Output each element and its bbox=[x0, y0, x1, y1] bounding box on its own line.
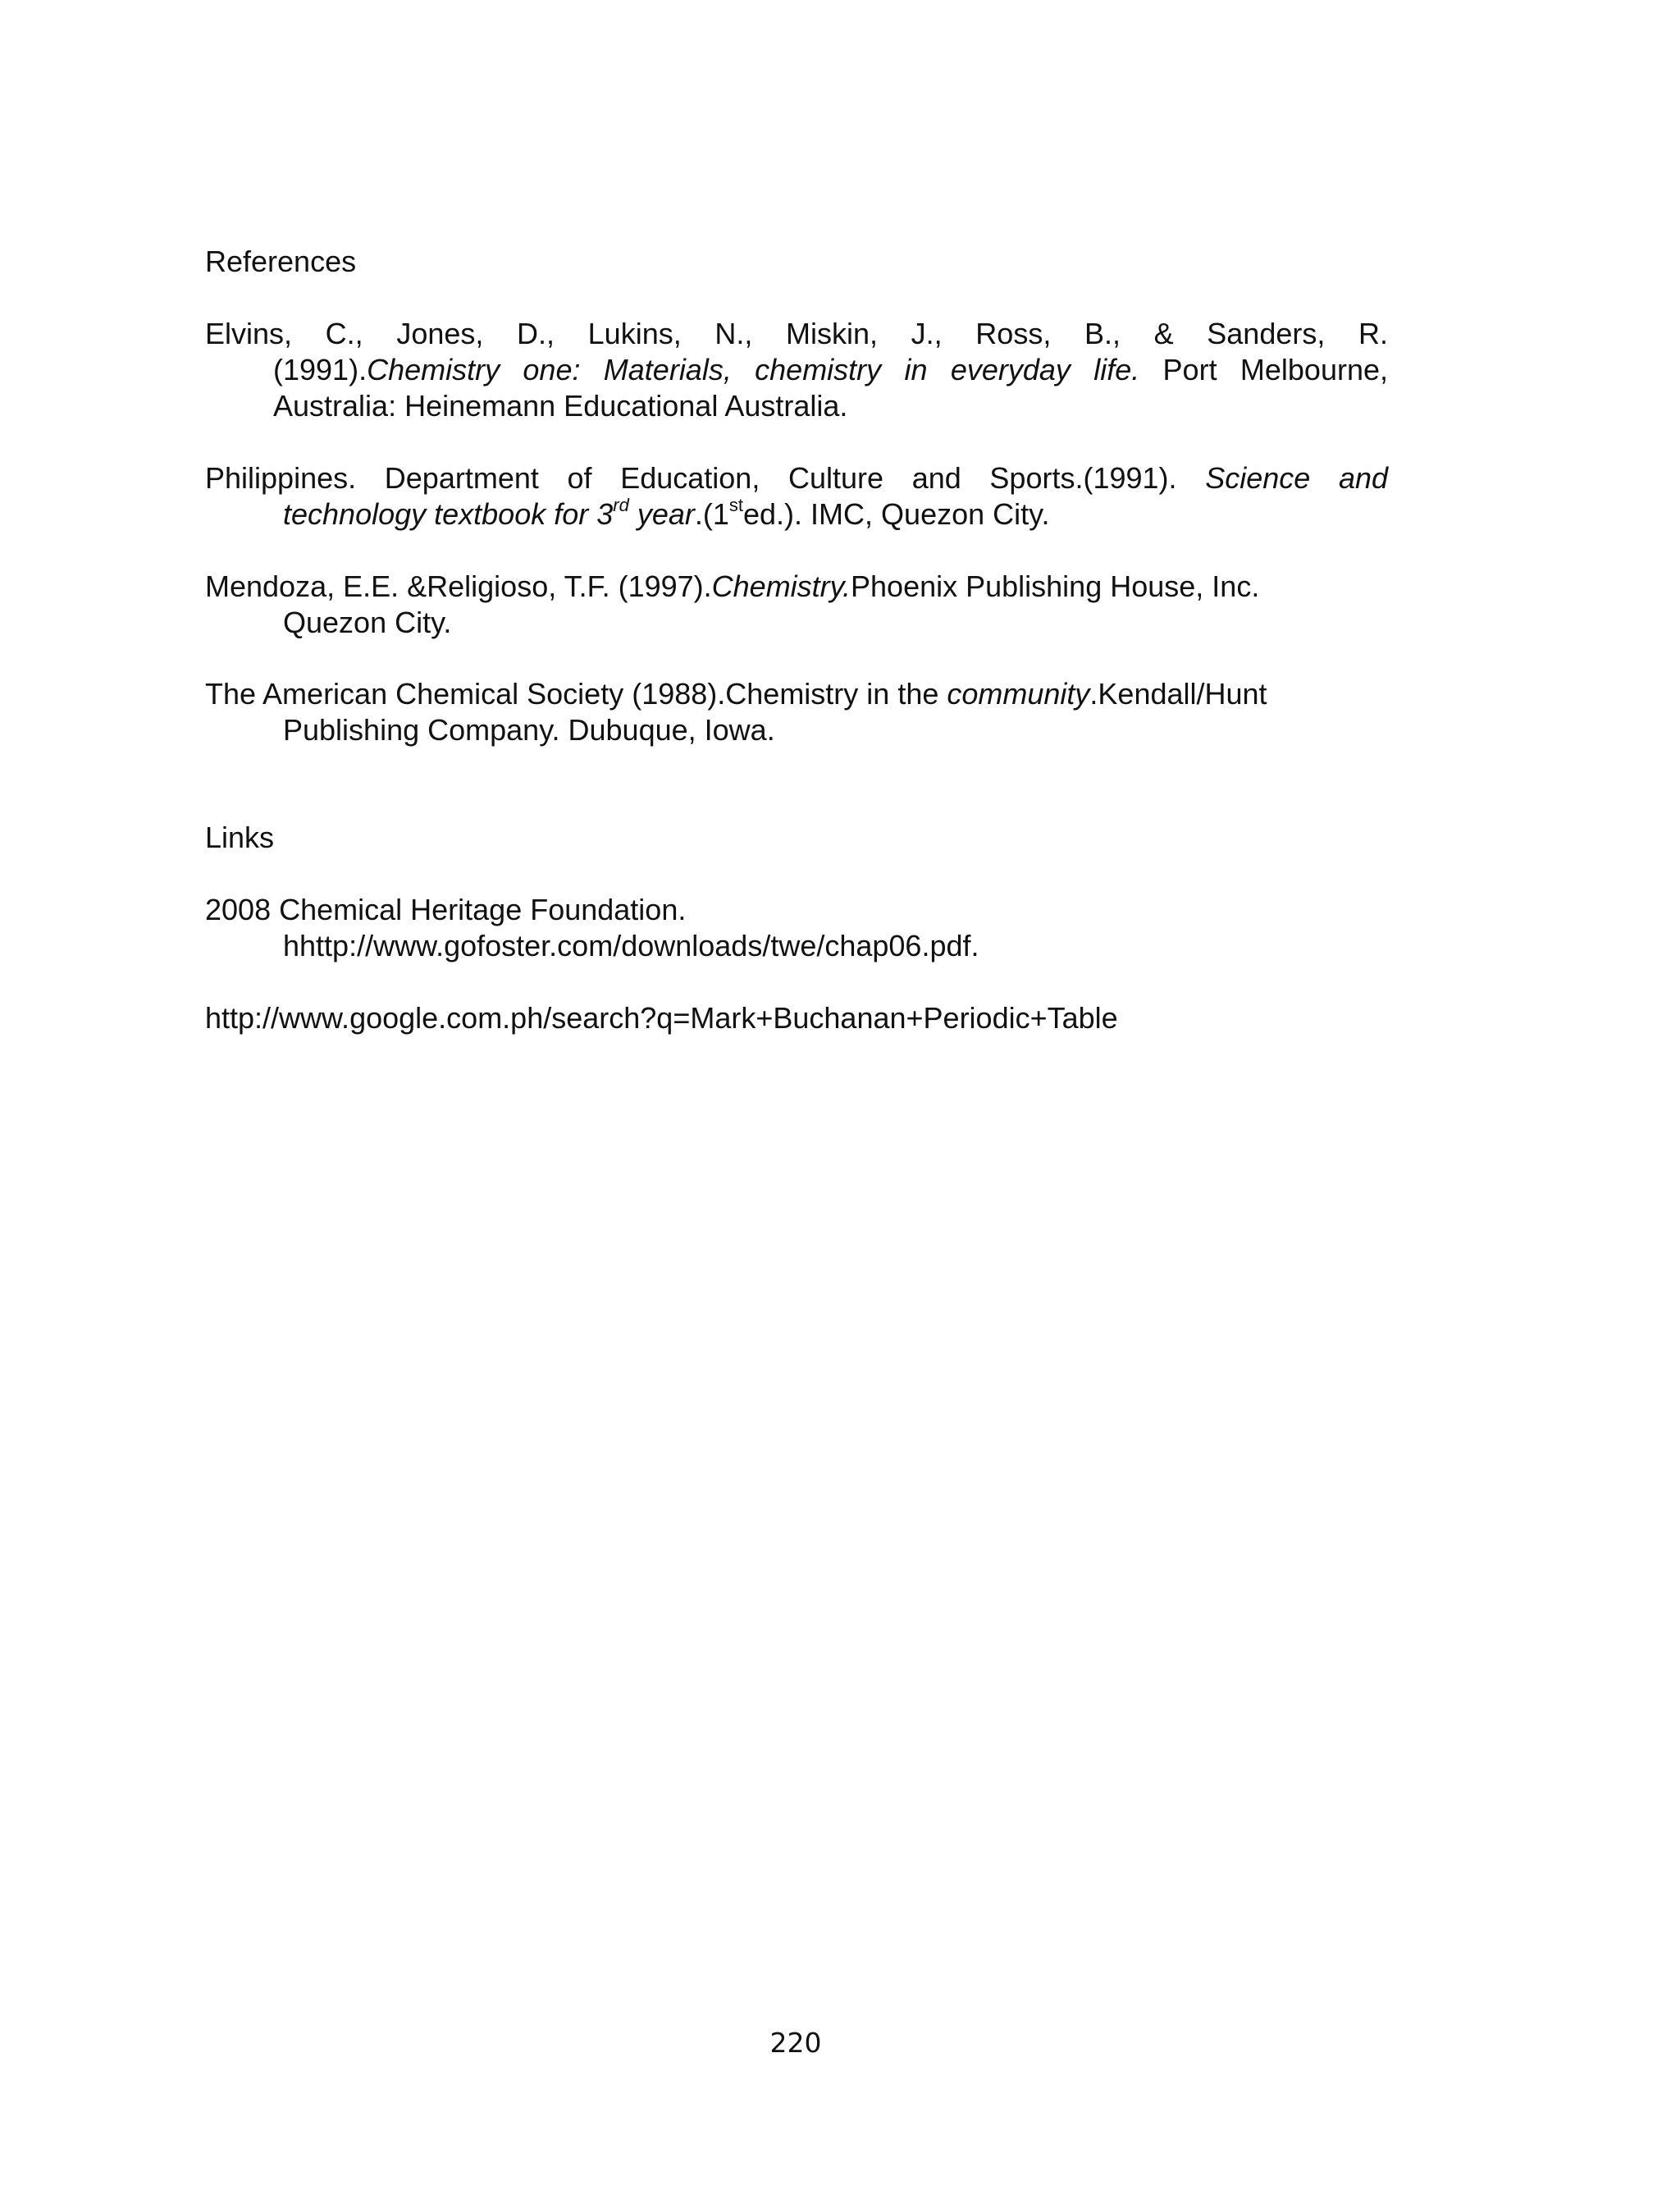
page-number: 220 bbox=[769, 2027, 822, 2059]
reference-entry-mendoza bbox=[205, 569, 1388, 641]
reference-line bbox=[205, 496, 1388, 533]
superscript-rd: rd bbox=[613, 495, 629, 515]
reference-publisher: Port Melbourne, bbox=[1139, 353, 1388, 386]
reference-author: Mendoza, E.E. &Religioso, T.F. (1997). bbox=[205, 569, 712, 603]
reference-author: The American Chemical Society (1988).Chemistry in the bbox=[205, 677, 947, 711]
link-url[interactable]: http://www.google.com.ph/search?q=Mark+Buchanan+Periodic+Table bbox=[205, 1001, 1118, 1035]
reference-entry-elvins bbox=[205, 316, 1388, 424]
link-url[interactable]: hhttp://www.gofoster.com/downloads/twe/chap06.pdf. bbox=[283, 929, 979, 962]
reference-publisher: Phoenix Publishing House, Inc. bbox=[851, 569, 1260, 603]
reference-title: year bbox=[628, 497, 695, 531]
reference-title: Chemistry. bbox=[711, 569, 851, 603]
reference-title: technology textbook for 3 bbox=[283, 497, 614, 531]
reference-edition: .(1 bbox=[694, 497, 729, 531]
reference-publisher: ed.). IMC, Quezon City. bbox=[743, 497, 1050, 531]
reference-publisher: .Kendall/Hunt bbox=[1089, 677, 1267, 711]
link-entry-google bbox=[205, 1000, 1388, 1036]
reference-entry-acs bbox=[205, 676, 1388, 748]
reference-line: Australia: Heinemann Educational Australia. bbox=[273, 389, 848, 423]
link-line: 2008 Chemical Heritage Foundation. bbox=[205, 893, 687, 926]
reference-line bbox=[205, 460, 1388, 496]
reference-line bbox=[205, 569, 1388, 605]
superscript-st: st bbox=[728, 495, 744, 515]
reference-line: Publishing Company. Dubuque, Iowa. bbox=[283, 713, 775, 747]
links-heading: Links bbox=[205, 821, 275, 854]
reference-line bbox=[205, 352, 1388, 388]
reference-line bbox=[205, 676, 1388, 712]
references-heading: References bbox=[205, 245, 357, 278]
link-entry-chemical-heritage bbox=[205, 892, 1388, 964]
reference-author: Philippines. Department of Education, Culture and Sports.(1991). bbox=[205, 461, 1206, 495]
reference-title: Chemistry one: Materials, chemistry in everyday life. bbox=[367, 353, 1140, 386]
reference-title: community bbox=[947, 677, 1090, 711]
reference-year: (1991). bbox=[273, 353, 368, 386]
reference-line: Quezon City. bbox=[283, 606, 452, 639]
reference-title: Science and bbox=[1205, 461, 1389, 495]
reference-entry-philippines bbox=[205, 460, 1388, 533]
reference-line: Elvins, C., Jones, D., Lukins, N., Miskin, J., Ross, B., & Sanders, R. bbox=[205, 317, 1388, 350]
